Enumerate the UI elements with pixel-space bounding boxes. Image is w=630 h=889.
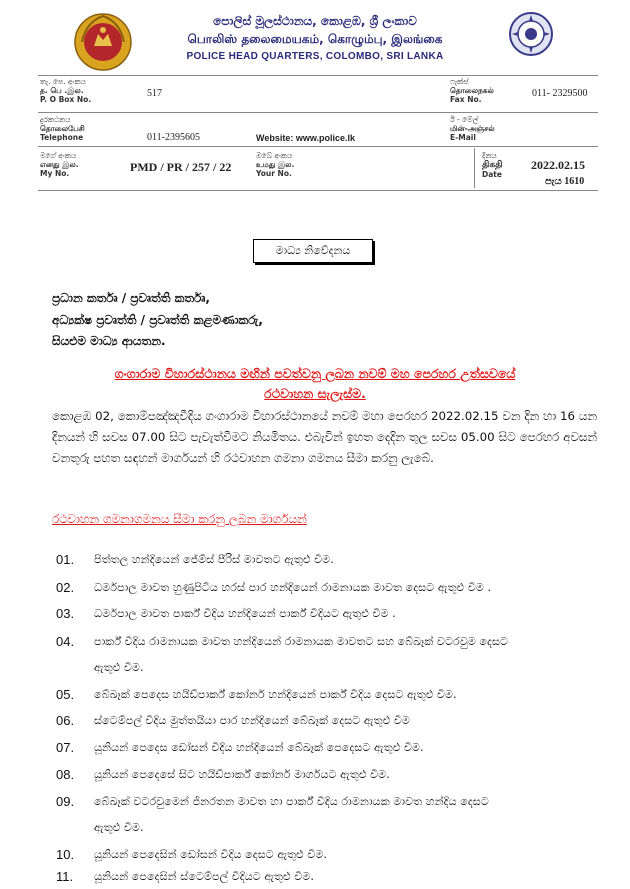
contact-divider-2 (38, 146, 598, 147)
header-title-tamil: பொலிஸ் தலைமையகம், கொழும்பு, இலங்கை (187, 32, 443, 46)
fax-value: 011- 2329500 (532, 88, 588, 99)
header-divider (38, 75, 598, 76)
route-number: 01. (56, 552, 75, 567)
document-title: මාධ්‍ය නිවේදනය (253, 239, 373, 263)
route-number: 10. (56, 847, 75, 862)
route-number: 08. (56, 767, 75, 782)
your-no-label: ඔබේ අංකය உமது இல. Your No. (256, 151, 295, 178)
route-number: 07. (56, 740, 75, 755)
route-text-continued: ඇතුළු වීම. (94, 661, 144, 674)
route-text-continued: ඇතුළු වීම. (94, 821, 144, 834)
route-text: යූනියන් පෙදෙසින් ඩෝසන් වීදිය දෙසට ඇතුළු වීම. (94, 848, 327, 861)
recipient-line: ප්‍රධාන කර්තෘ / ප්‍රවෘත්ති කර්තෘ, (52, 291, 210, 305)
recipient-line: අධ්‍යක්ෂ ප්‍රවෘත්ති / ප්‍රවෘත්ති කළමණාකරු, (52, 313, 263, 327)
route-number: 06. (56, 713, 75, 728)
telephone-value: 011-2395605 (147, 132, 200, 143)
email-label: ඊ - මේල් மின்-அஞ்சல் E-Mail (450, 115, 495, 142)
po-box-label: තැ. පෙ. අංකය த. பெ .இல. P. O Box No. (40, 77, 92, 104)
subject-line-1: ගංගාරාම විහාරස්ථානය මඟින් පවත්වනු ලබන නවම් මහ පෙරහර උත්සවයේ (114, 366, 516, 381)
route-number: 04. (56, 634, 75, 649)
route-text: බේඛෑක් වටරවුමෙන් ජිනරතන මාවත හා පාර්ක් වීදිය රාමනායක මාවත හන්දිය දෙසට (94, 795, 489, 808)
route-number: 03. (56, 606, 75, 621)
route-text: ධර්මපාල මාවත හුණුපිටිය හරස් පාර හන්දියෙන් රාමනායක මාවත දෙසට ඇතුළු වීම . (94, 581, 492, 594)
route-text: පාර්ක් වීදිය රාමනායක මාවත හන්දියෙන් රාමනායක මාවතට සහ බේඛෑක් වටරවුම දෙසට (94, 635, 509, 648)
contact-divider-3 (38, 190, 598, 191)
date-separator (474, 148, 475, 188)
recipient-line: සියළුම මාධ්‍ය ආයතන. (52, 334, 166, 348)
fax-label: ෆැක්ස් தொலைநகல் Fax No. (450, 77, 494, 104)
contact-divider-1 (38, 112, 598, 113)
telephone-label: දුරකථනය தொலைபேசி Telephone (40, 115, 85, 142)
route-text: බේඛෑක් පෙදෙස හයිඩ්පාර්ක් කෝනර් හන්දියෙන් පාර්ක් වීදිය දෙසට ඇතුළු වීම. (94, 688, 457, 701)
route-text: යූනියන් පෙදෙසේ සිට හයිඩ්පාර්ක් කෝනර් මාර්ගයට ඇතුළු වීම. (94, 768, 390, 781)
route-text: යූනියන් පෙදෙස ඩෝසන් වීදිය හන්දියෙන් බේඛෑක් පෙදෙසට ඇතුළු වීම. (94, 741, 424, 754)
my-no-label: මගේ අංකය எனது இல. My No. (40, 151, 79, 178)
routes-heading: රථවාහන ගමනාගමනය සීමා කරනු ලබන මාර්ගයන් (52, 512, 307, 526)
time-value: පැය 1610 (545, 176, 585, 187)
route-text: යූනියන් පෙදෙසින් ස්ටෙම්පල් වීදියට ඇතුළු වීම. (94, 870, 314, 883)
route-text: ස්ටෙම්පල් වීදිය මුත්තයියා පාර හන්දියෙන් බේඛෑක් දෙසට ඇතුළු වීම (94, 714, 410, 727)
date-value: 2022.02.15 (531, 158, 585, 172)
my-no-value: PMD / PR / 257 / 22 (130, 160, 232, 174)
body-paragraph: කොළඹ 02, කොම්පඤ්ඤවීදිය ගංගාරාම විහාරස්ථානයේ නවම් මහා පෙරහර 2022.02.15 වන දින හා 16 යන දිනයන් හි සවස 07.00 සිට පැවැත්වීමට නියමිතය. එබැවින් ඉහත දෙදින තුල සවස 05.00 සිට පෙරහර අවසන් වනතුරු පහත සඳහන් මාර්ගයන් හි රථවාහන ගමනා ගමනය සීමා කරනු ලැබේ. (52, 409, 597, 465)
route-number: 11. (56, 869, 74, 884)
route-number: 09. (56, 794, 75, 809)
route-number: 05. (56, 687, 75, 702)
route-text: පිත්තල හන්දියෙන් ජේම්ස් පීරිස් මාවතට ඇතුළු වීම. (94, 553, 334, 566)
route-number: 02. (56, 580, 75, 595)
date-label: දිනය திகதி Date (482, 151, 503, 179)
website-text[interactable]: Website: www.police.lk (256, 133, 356, 143)
header-title-sinhala: පොලිස් මූලස්ථානය, කොළඹ, ශ්‍රී ලංකාව (213, 14, 417, 28)
po-box-value: 517 (147, 88, 162, 99)
subject-line-2: රථවාහන සැලැස්ම. (264, 386, 366, 401)
header-title-english: POLICE HEAD QUARTERS, COLOMBO, SRI LANKA (186, 51, 444, 62)
route-text: ධර්මපාල මාවත පාර්ක් වීදිය හන්දියෙන් පාර්ක් වීදියට ඇතුළු වීම . (94, 607, 396, 620)
